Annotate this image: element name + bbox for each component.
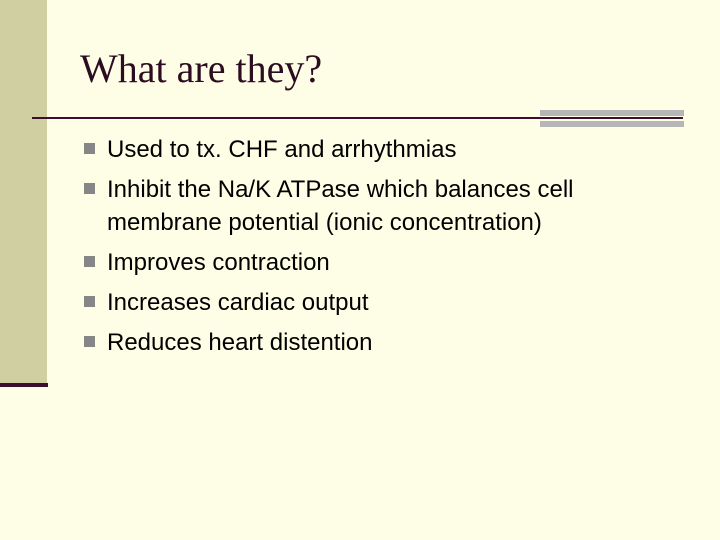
square-bullet-icon xyxy=(84,183,95,194)
square-bullet-icon xyxy=(84,296,95,307)
left-bar-underline xyxy=(0,383,48,387)
bullet-text: Used to tx. CHF and arrhythmias xyxy=(107,136,457,163)
title-accent-bar xyxy=(540,110,684,116)
bullet-item xyxy=(84,286,694,319)
title-accent-bar-lower xyxy=(540,121,684,127)
title-rule xyxy=(32,117,683,119)
left-decorative-bar xyxy=(0,0,47,383)
bullet-text: Improves contraction xyxy=(107,249,330,276)
bullet-list xyxy=(84,133,694,366)
square-bullet-icon xyxy=(84,336,95,347)
bullet-item xyxy=(84,173,694,239)
bullet-text: Reduces heart distention xyxy=(107,329,373,356)
bullet-text: Increases cardiac output xyxy=(107,289,369,316)
bullet-item xyxy=(84,133,694,166)
bullet-item xyxy=(84,326,694,359)
bullet-text: Inhibit the Na/K ATPase which balances cell membrane potential (ionic concentration) xyxy=(107,176,574,236)
square-bullet-icon xyxy=(84,256,95,267)
square-bullet-icon xyxy=(84,143,95,154)
slide-title: What are they? xyxy=(80,46,323,91)
bullet-item xyxy=(84,246,694,279)
